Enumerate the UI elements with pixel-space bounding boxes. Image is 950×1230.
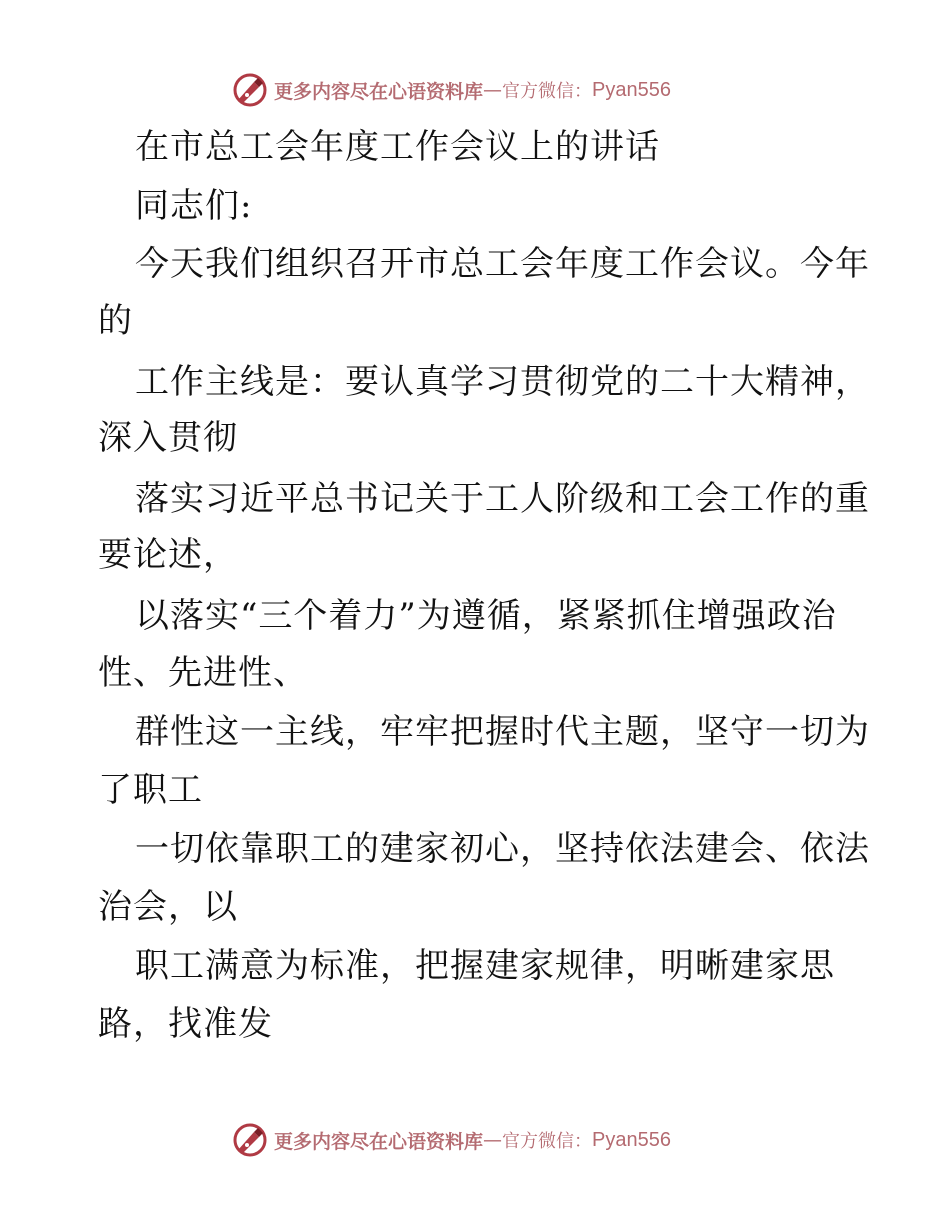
paragraph-line: 群性这一主线，牢牢把握时代主题，坚守一切为 — [135, 712, 870, 752]
watermark-wechat-label: 官方微信： — [502, 81, 593, 102]
paragraph-line: 一切依靠职工的建家初心，坚持依法建会、依法 — [135, 829, 870, 869]
watermark-site-text: 更多内容尽在心语资料库 — [274, 80, 484, 103]
watermark-row — [232, 1120, 671, 1160]
watermark-wechat-label: 官方微信： — [502, 1131, 593, 1152]
paragraph-line: 落实习近平总书记关于工人阶级和工会工作的重 — [135, 479, 870, 519]
watermark-site-text: 更多内容尽在心语资料库 — [274, 1130, 484, 1153]
paragraph-line: 今天我们组织召开市总工会年度工作会议。今年 — [135, 244, 870, 284]
greeting: 同志们: — [135, 186, 253, 226]
header-watermark — [0, 70, 950, 110]
paragraph-line: 工作主线是：要认真学习贯彻党的二十大精神， — [135, 362, 870, 402]
paragraph-line: 的 — [98, 301, 133, 341]
paragraph-line: 深入贯彻 — [98, 418, 238, 458]
pen-nib-logo-icon — [232, 1122, 268, 1158]
paragraph-line: 路，找准发 — [98, 1004, 273, 1044]
paragraph-line: 性、先进性、 — [98, 653, 308, 693]
footer-watermark — [0, 1120, 950, 1160]
watermark-dash: — — [483, 1129, 503, 1151]
pen-nib-logo-icon — [232, 72, 268, 108]
paragraph-line: 了职工 — [98, 770, 203, 810]
watermark-wechat-id: Pyan556 — [592, 1128, 671, 1151]
document-title: 在市总工会年度工作会议上的讲话 — [135, 127, 660, 167]
paragraph-line: 治会，以 — [98, 887, 238, 927]
watermark-dash: — — [483, 79, 503, 101]
paragraph-line: 职工满意为标准，把握建家规律，明晰建家思 — [135, 946, 835, 986]
paragraph-line: 要论述， — [98, 535, 238, 575]
paragraph-line: 以落实“三个着力”为遵循，紧紧抓住增强政治 — [135, 596, 837, 636]
watermark-row — [232, 70, 671, 110]
watermark-wechat-id: Pyan556 — [592, 78, 671, 101]
